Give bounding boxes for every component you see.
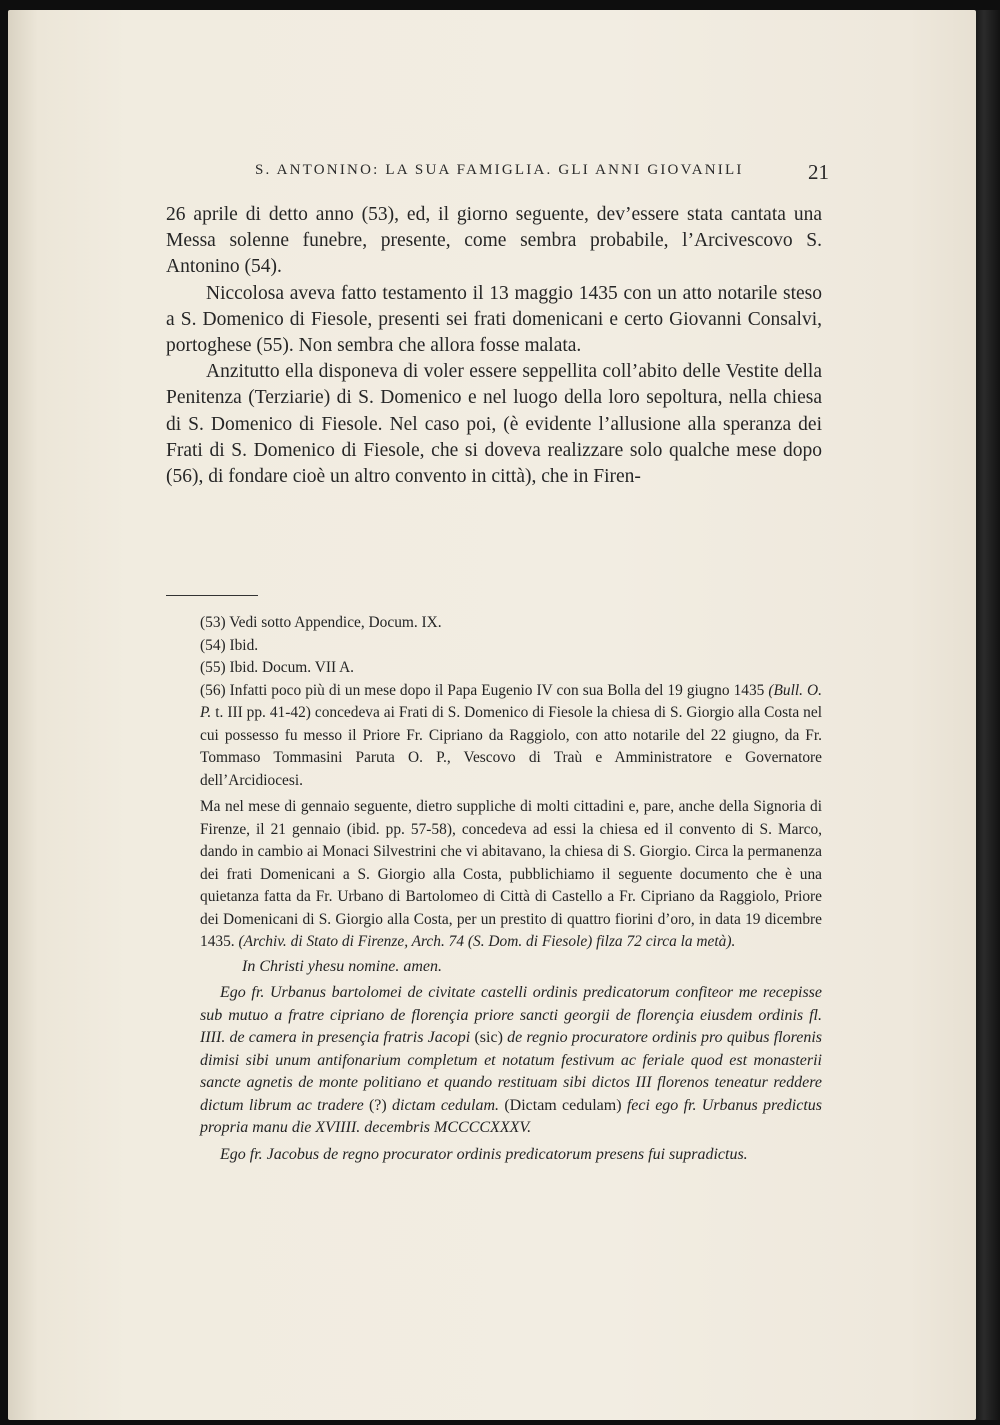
latin-document [200, 982, 822, 1140]
sic-note: (sic) [474, 1029, 503, 1046]
body-paragraph: Niccolosa aveva fatto testamento il 13 maggio 1435 con un atto notarile steso a S. Domenico di Fiesole, presenti sei frati domenicani e certo Giovanni Consalvi, portoghese (55). Non sembra che allora fosse malata. [166, 282, 822, 357]
footnote-56 [200, 680, 822, 793]
continuation-text: Ma nel mese di gennaio seguente, dietro suppliche di molti cittadini e, pare, anche della Signoria di Firenze, il 21 gennaio (ibid. pp. 57-58), concedeva ad essi la chiesa ed il convento di S. Marco, dando in cambio ai Monaci Silvestrini che vi abitavano, la chiesa di S. Giorgio. Circa la permanenza dei frati Domenicani a S. Giorgio alla Costa, pubblichiamo il seguente documento che è una quietanza fatta da Fr. Urbano di Bartolomeo di Città di Castello a Fr. Cipriano da Raggiolo, Priore dei Domenicani di S. Giorgio alla Costa, per un prestito di quattro fiorini d’oro, in data 19 dicembre 1435. [200, 798, 822, 950]
latin-text: Ego fr. Urbanus bartolomei de civitate castelli ordinis predicatorum confiteor me recepisse sub mutuo a fratre cipriano de florençia priore sancti georgii de florençia eiusdem ordinis fl. IIII. de camera in presençia fratris Jacopi [200, 984, 822, 1046]
page-edge-shadow [976, 10, 1000, 1420]
page-header [255, 160, 835, 188]
footnote-55: (55) Ibid. Docum. VII A. [200, 659, 355, 676]
latin-text-cont: de regnio procuratore ordinis pro quibus florenis dimisi sibi unum antifonarium completum et notatum festivum ac feriale quod est monasterii sancte agnetis de monte politiano et quando restituam sibi dictos III florenos teneatur reddere dictum librum ac tradere [200, 1029, 823, 1114]
body-text [166, 202, 822, 490]
query-note: (?) [368, 1096, 387, 1114]
footnote-56-continuation [200, 796, 822, 954]
body-paragraph: Anzitutto ella disponeva di voler essere seppellita coll’abito delle Vestite della Penitenza (Terziarie) di S. Domenico e nel luogo della loro sepoltura, nella chiesa di S. Domenico di Fiesole. Nel caso poi, (è evidente l’allusione alla speranza dei Frati di S. Domenico di Fiesole, che si doveva realizzare solo qualche mese dopo (56), di fondare cioè un altro convento in città), che in Firen- [166, 361, 822, 488]
running-title: S. ANTONINO: LA SUA FAMIGLIA. GLI ANNI GIOVANILI [255, 162, 744, 178]
footnote-54: (54) Ibid. [200, 636, 259, 654]
footnote-56-text-cont: t. III pp. 41-42) concedeva ai Frati di S. Domenico di Fiesole la chiesa di S. Giorgio alla Costa nel cui possesso fu messo il Priore Fr. Cipriano da Raggiolo, con atto notarile del 22 giugno, da Fr. Tommaso Tommasini Paruta O. P., Vescovo di Traù e Amministratore e Governatore dell’Arcidiocesi. [200, 704, 822, 789]
footnotes [200, 612, 822, 1166]
page-number: 21 [808, 160, 829, 184]
latin-invocation: In Christi yhesu nomine. amen. [242, 957, 442, 975]
editorial-note: (Dictam cedulam) [504, 1096, 622, 1114]
footnote-separator [166, 595, 258, 596]
footnote-56-citation: (Bull. O. P. [200, 681, 822, 721]
latin-signature: Ego fr. Jacobus de regno procurator ordinis predicatorum presens fui supradictus. [220, 1145, 748, 1163]
footnote-56-text: (56) Infatti poco più di un mese dopo il Papa Eugenio IV con sua Bolla del 19 giugno 1435 [200, 681, 765, 699]
latin-text-cedulam: dictam cedulam. [392, 1096, 500, 1114]
latin-text-end: feci ego fr. Urbanus predictus propria manu die XVIIII. decembris MCCCCXXXV. [200, 1096, 823, 1136]
archive-citation: (Archiv. di Stato di Firenze, Arch. 74 (S. Dom. di Fiesole) filza 72 circa la metà). [238, 933, 736, 950]
body-paragraph: 26 aprile di detto anno (53), ed, il giorno seguente, dev’essere stata cantata una Messa solenne funebre, presente, come sembra probabile, l’Arcivescovo S. Antonino (54). [166, 204, 822, 278]
footnote-53: (53) Vedi sotto Appendice, Docum. IX. [200, 614, 442, 631]
